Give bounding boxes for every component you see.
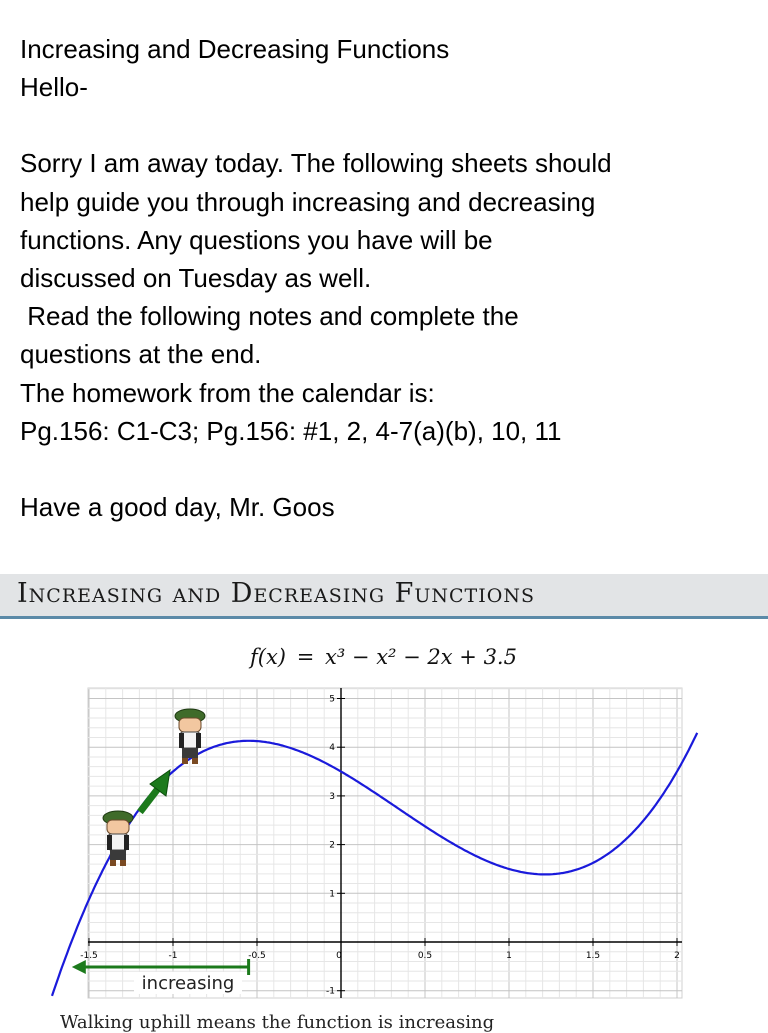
note-signoff: Have a good day, Mr. Goos [20, 492, 335, 523]
note-title: Increasing and Decreasing Functions [20, 34, 450, 64]
note-line: discussed on Tuesday as well. [20, 263, 372, 294]
note-line: Read the following notes and complete the [20, 301, 519, 332]
function-graph [0, 680, 768, 1010]
x-tick-label: 1.5 [585, 951, 601, 961]
formula-equals: = [296, 645, 315, 669]
x-tick-label: -0.5 [248, 951, 266, 961]
y-tick-label: 4 [329, 743, 335, 754]
section-title: Increasing and Decreasing Functions [17, 578, 535, 609]
note-line: questions at the end. [20, 339, 262, 370]
teacher-note [20, 30, 750, 526]
note-line: Sorry I am away today. The following sheets should [20, 148, 612, 179]
x-tick-label: 2 [674, 951, 680, 961]
y-tick-label: 3 [329, 791, 335, 802]
note-line: The homework from the calendar is: [20, 377, 435, 408]
note-line: functions. Any questions you have will be [20, 224, 493, 255]
note-greeting: Hello- [20, 72, 88, 103]
y-tick-label: 1 [329, 889, 335, 900]
x-tick-label: 1 [506, 951, 512, 961]
formula-rhs: x³ − x² − 2x + 3.5 [325, 645, 517, 669]
x-tick-label: -1.5 [80, 951, 98, 961]
interval-arrow-head [72, 960, 86, 974]
section-banner [0, 574, 768, 619]
formula-lhs: f(x) [250, 645, 287, 669]
homework-line: Pg.156: C1-C3; Pg.156: #1, 2, 4-7(a)(b), 10, 11 [20, 415, 562, 446]
note-line: help guide you through increasing and decreasing [20, 186, 596, 217]
x-tick-label: 0 [336, 951, 342, 961]
x-tick-label: -1 [168, 951, 178, 961]
x-tick-label: 0.5 [417, 951, 433, 961]
y-tick-label: -1 [326, 986, 335, 997]
y-tick-label: 2 [329, 840, 335, 851]
interval-label: increasing [141, 973, 235, 994]
caption-text: Walking uphill means the function is increasing [60, 1012, 495, 1033]
function-formula [250, 645, 517, 669]
y-tick-label: 5 [329, 694, 335, 705]
